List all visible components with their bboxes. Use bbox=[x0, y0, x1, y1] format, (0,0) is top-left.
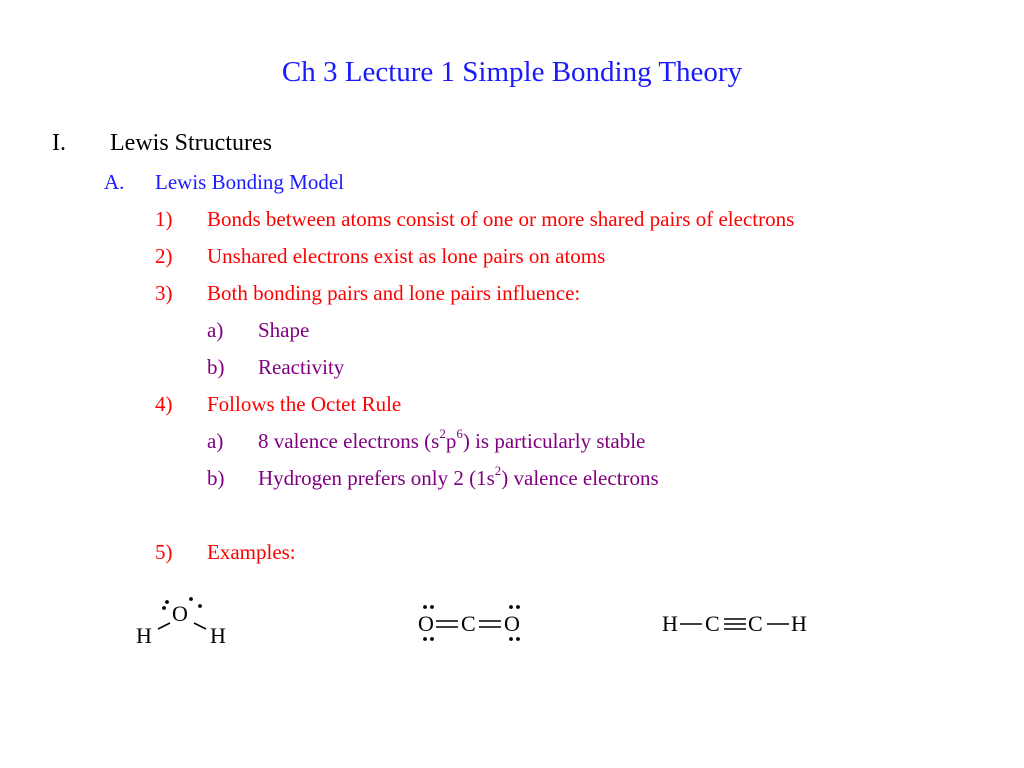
outline-number: b) bbox=[207, 355, 225, 379]
water-bond-left bbox=[158, 623, 170, 629]
acetylene-lewis-structure bbox=[660, 602, 820, 647]
acetylene-hydrogen-left: H bbox=[662, 611, 678, 636]
lone-pair-dot bbox=[198, 604, 202, 608]
water-bond-right bbox=[194, 623, 206, 629]
outline-text: Lewis Structures bbox=[110, 130, 272, 156]
outline-text: Lewis Bonding Model bbox=[155, 170, 344, 194]
water-hydrogen-left: H bbox=[136, 623, 152, 648]
outline-text: 8 valence electrons $(s^2p^6)$ is particularly stable bbox=[258, 426, 646, 453]
outline-text: Unshared electrons exist as lone pairs on atoms bbox=[207, 244, 606, 268]
water-hydrogen-right: H bbox=[210, 623, 226, 648]
lone-pair-dot bbox=[162, 606, 166, 610]
acetylene-carbon-left: C bbox=[705, 611, 720, 636]
lone-pair-dot bbox=[509, 605, 513, 609]
slide-title: Ch 3 Lecture 1 Simple Bonding Theory bbox=[281, 56, 743, 88]
co2-oxygen-left: O bbox=[418, 611, 434, 636]
outline-text: Both bonding pairs and lone pairs influence: bbox=[207, 281, 581, 305]
lone-pair-dot bbox=[516, 605, 520, 609]
outline-number: 2) bbox=[155, 244, 173, 268]
outline-number: 4) bbox=[155, 392, 173, 416]
outline-text: Follows the Octet Rule bbox=[207, 392, 402, 416]
outline-number: 3) bbox=[155, 281, 173, 305]
acetylene-bonds bbox=[660, 602, 820, 647]
outline-number: I. bbox=[52, 130, 66, 156]
lone-pair-dot bbox=[430, 605, 434, 609]
outline-number: 1) bbox=[155, 207, 173, 231]
lone-pair-dot bbox=[516, 637, 520, 641]
outline-number: a) bbox=[207, 318, 224, 342]
outline-text: Bonds between atoms consist of one or more shared pairs of electrons bbox=[207, 207, 795, 231]
co2-carbon: C bbox=[461, 611, 476, 636]
co2-bonds-and-lone-pairs bbox=[416, 602, 536, 647]
lone-pair-dot bbox=[423, 605, 427, 609]
acetylene-carbon-right: C bbox=[748, 611, 763, 636]
lone-pair-dot bbox=[423, 637, 427, 641]
outline-text: Examples: bbox=[207, 540, 296, 564]
co2-oxygen-right: O bbox=[504, 611, 520, 636]
outline-number: b) bbox=[207, 466, 225, 490]
outline-number: a) bbox=[207, 429, 224, 453]
water-bonds-and-lone-pairs bbox=[130, 596, 240, 656]
outline-number: A. bbox=[104, 170, 125, 194]
outline-text: Shape bbox=[258, 318, 310, 342]
water-oxygen: O bbox=[172, 601, 188, 626]
acetylene-hydrogen-right: H bbox=[791, 611, 807, 636]
outline-number: 5) bbox=[155, 540, 173, 564]
lone-pair-dot bbox=[430, 637, 434, 641]
co2-lewis-structure bbox=[416, 602, 536, 647]
water-lewis-structure bbox=[130, 596, 240, 656]
lone-pair-dot bbox=[165, 600, 169, 604]
outline-text: Hydrogen prefers only 2 $(1s^2)$ valence electrons bbox=[258, 463, 659, 490]
lone-pair-dot bbox=[189, 597, 193, 601]
outline-text: Reactivity bbox=[258, 355, 345, 379]
lone-pair-dot bbox=[509, 637, 513, 641]
